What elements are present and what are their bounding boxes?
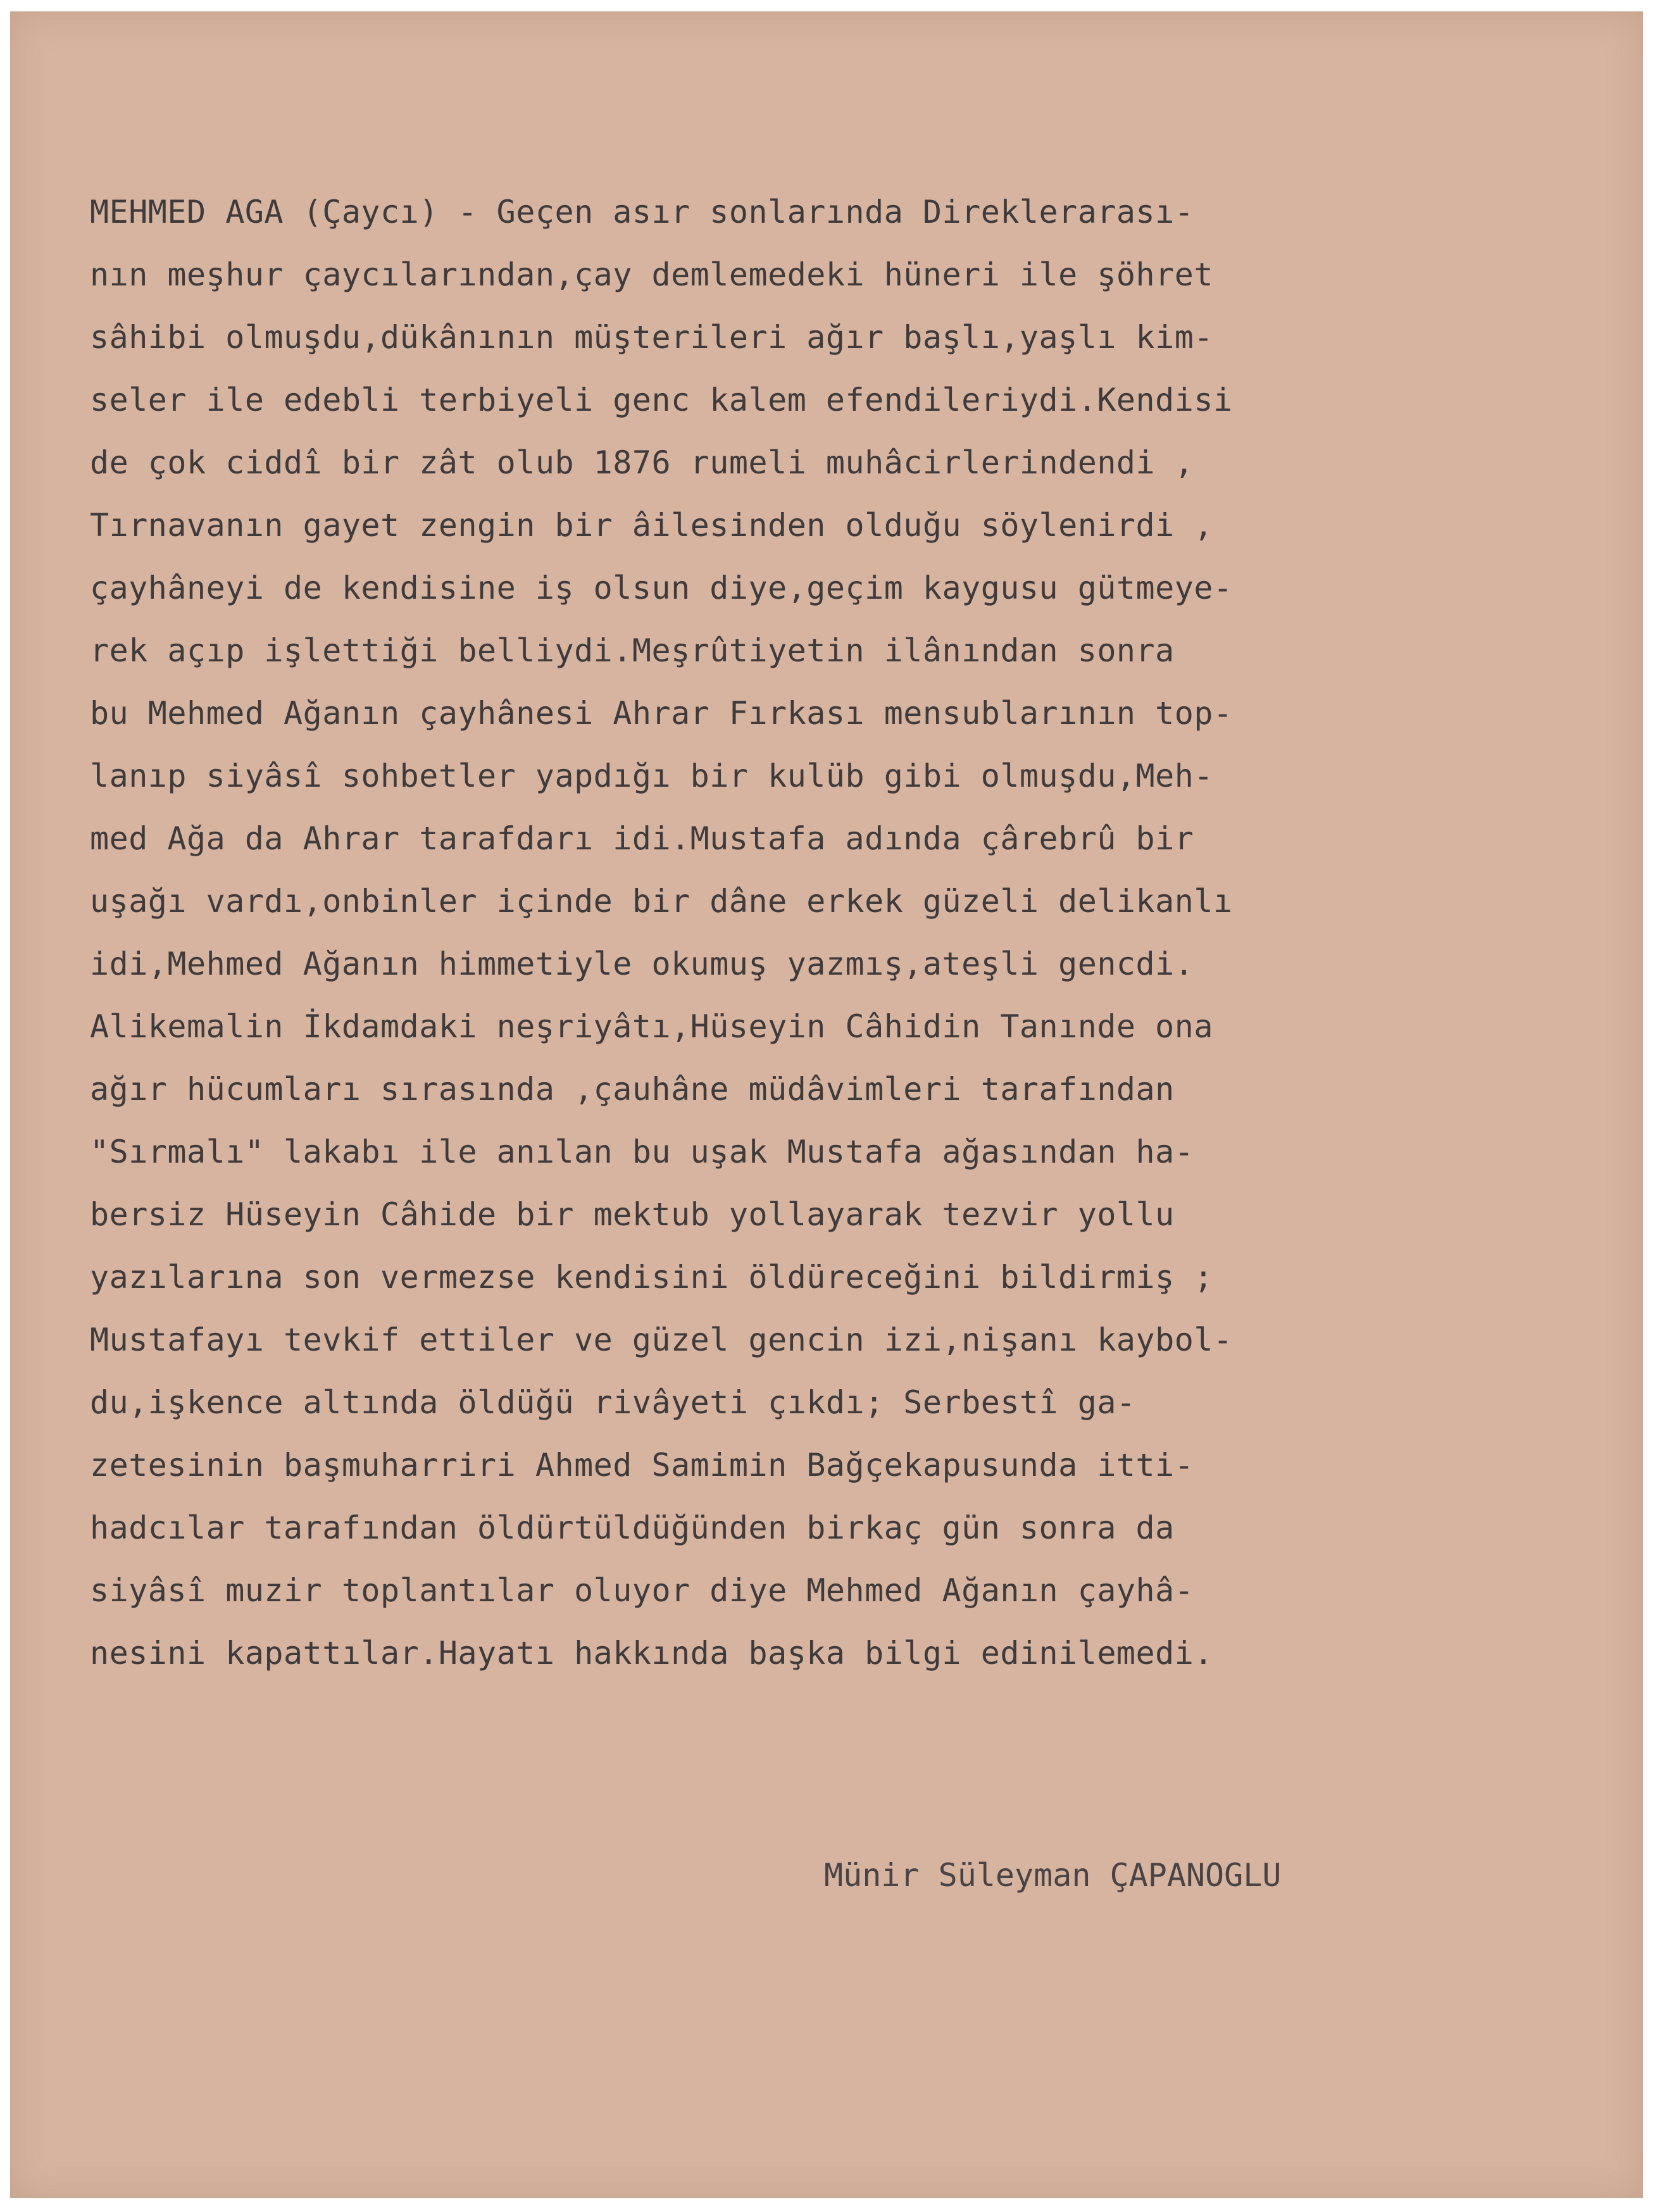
text-line: ağır hücumları sırasında ,çauhâne müdâvimleri tarafından — [90, 1071, 1175, 1108]
text-line: "Sırmalı" lakabı ile anılan bu uşak Mustafa ağasından ha- — [90, 1134, 1194, 1170]
text-line: rek açıp işlettiği belliydi.Meşrûtiyetin ilânından sonra — [90, 632, 1175, 669]
text-line: bu Mehmed Ağanın çayhânesi Ahrar Fırkası mensublarının top- — [90, 695, 1233, 732]
text-line: de çok ciddî bir zât olub 1876 rumeli muhâcirlerindendi , — [90, 444, 1194, 481]
text-line: MEHMED AGA (Çaycı) - Geçen asır sonlarında Direklerarası- — [90, 194, 1194, 230]
text-line: nesini kapattılar.Hayatı hakkında başka bilgi edinilemedi. — [90, 1635, 1213, 1671]
text-line: Mustafayı tevkif ettiler ve güzel gencin izi,nişanı kaybol- — [90, 1322, 1233, 1358]
text-line: med Ağa da Ahrar tarafdarı idi.Mustafa adında çârebrû bir — [90, 820, 1194, 857]
text-line: bersiz Hüseyin Câhide bir mektub yollayarak tezvir yollu — [90, 1196, 1175, 1233]
text-line: seler ile edebli terbiyeli genc kalem efendileriydi.Kendisi — [90, 382, 1233, 418]
text-line: hadcılar tarafından öldürtüldüğünden birkaç gün sonra da — [90, 1509, 1175, 1546]
body-text — [90, 181, 1628, 1685]
text-line: uşağı vardı,onbinler içinde bir dâne erkek güzeli delikanlı — [90, 883, 1233, 920]
text-line: du,işkence altında öldüğü rivâyeti çıkdı; Serbestî ga- — [90, 1384, 1136, 1421]
text-line: zetesinin başmuharriri Ahmed Samimin Bağçekapusunda itti- — [90, 1447, 1194, 1484]
text-line: nın meşhur çaycılarından,çay demlemedeki hüneri ile şöhret — [90, 256, 1213, 293]
text-line: siyâsî muzir toplantılar oluyor diye Mehmed Ağanın çayhâ- — [90, 1572, 1194, 1609]
text-line: sâhibi olmuşdu,dükânının müşterileri ağır başlı,yaşlı kim- — [90, 319, 1213, 356]
text-line: yazılarına son vermezse kendisini öldüreceğini bildirmiş ; — [90, 1259, 1213, 1296]
text-line: idi,Mehmed Ağanın himmetiyle okumuş yazmış,ateşli gencdi. — [90, 946, 1194, 982]
text-line: çayhâneyi de kendisine iş olsun diye,geçim kaygusu gütmeye- — [90, 570, 1233, 606]
author-signature: Münir Süleyman ÇAPANOGLU — [824, 1857, 1282, 1894]
text-line: lanıp siyâsî sohbetler yapdığı bir kulüb gibi olmuşdu,Meh- — [90, 758, 1213, 794]
typewritten-page — [10, 11, 1643, 2198]
text-line: Alikemalin İkdamdaki neşriyâtı,Hüseyin Câhidin Tanınde ona — [90, 1008, 1213, 1045]
text-line: Tırnavanın gayet zengin bir âilesinden olduğu söylenirdi , — [90, 507, 1213, 544]
